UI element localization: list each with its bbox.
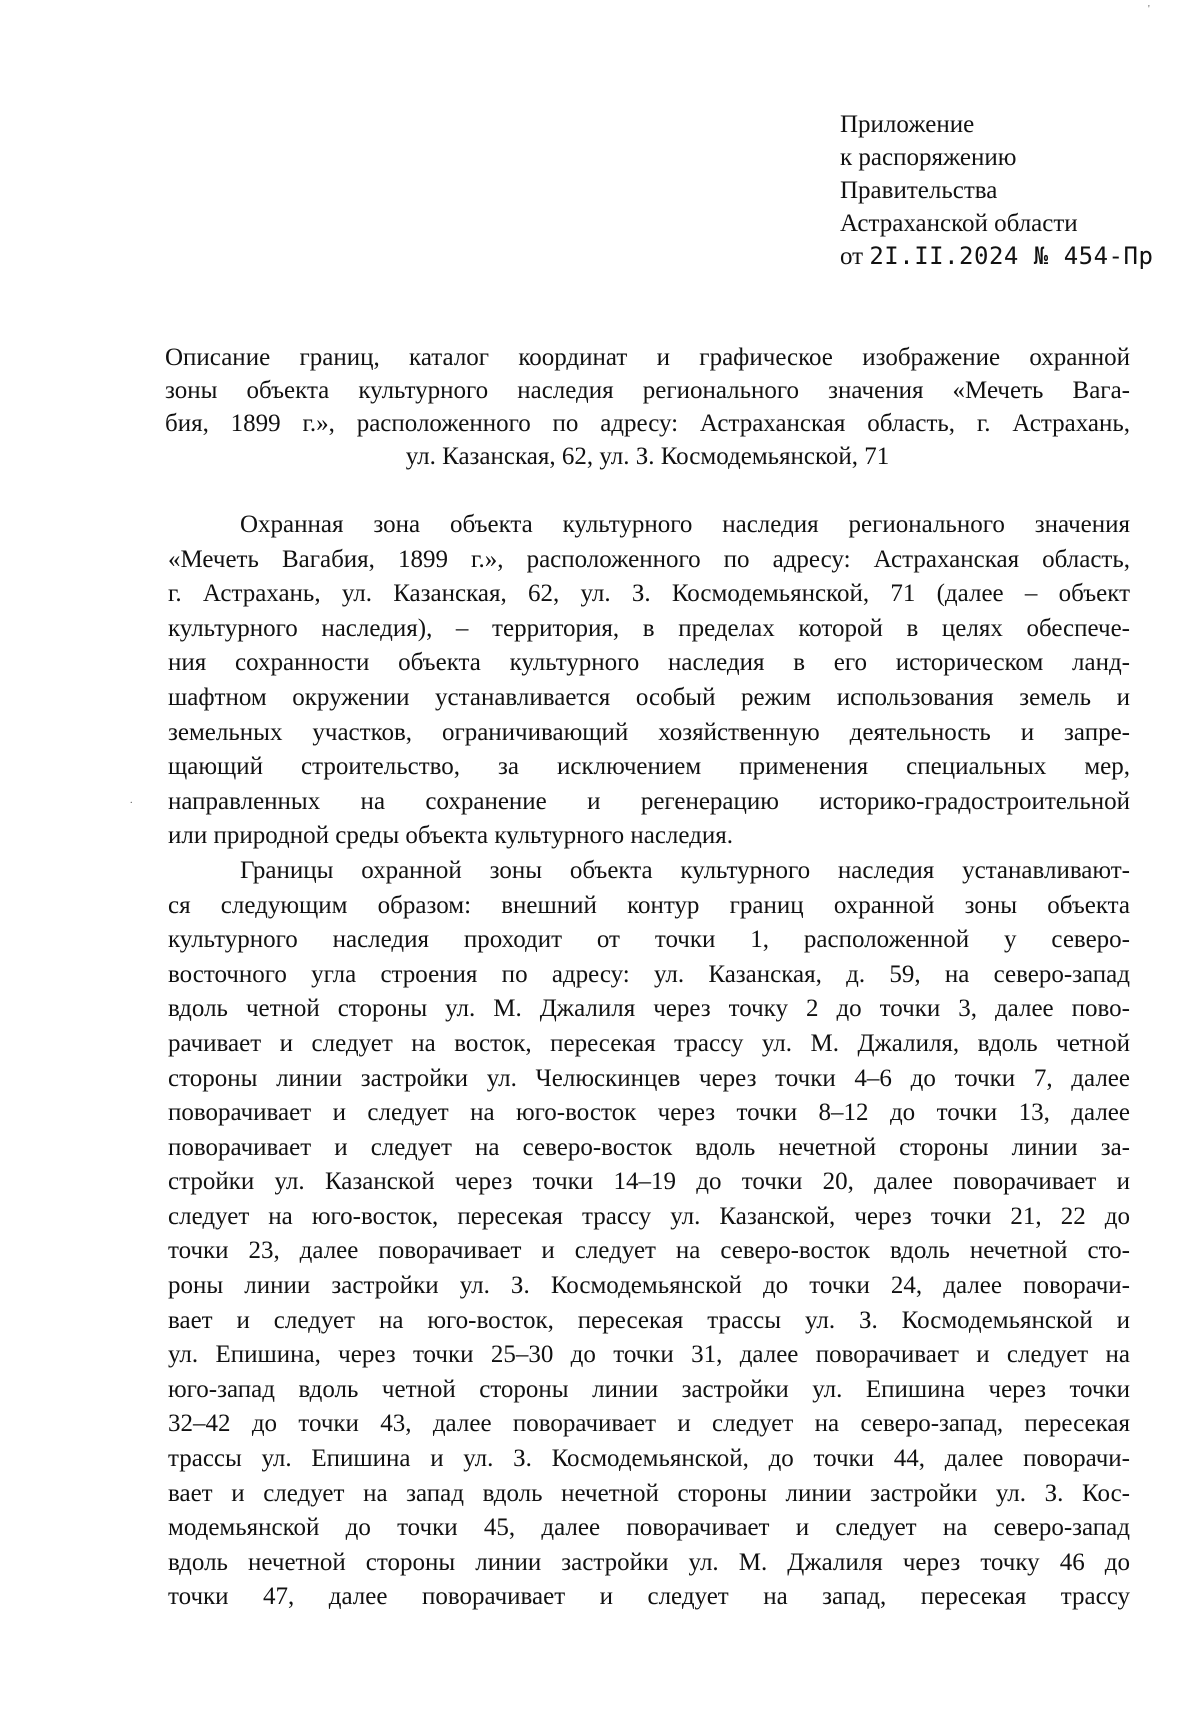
body-line: вает и следует на юго-восток, пересекая трассы ул. З. Космодемьянской и (168, 1306, 1130, 1334)
body-line: точки 23, далее поворачивает и следует на северо-восток вдоль нечетной сто- (168, 1237, 1130, 1265)
corner-tick-mark: ' (1148, 4, 1150, 15)
body-line: вает и следует на запад вдоль нечетной стороны линии застройки ул. З. Кос- (168, 1479, 1130, 1507)
body-line: вдоль четной стороны ул. М. Джалиля через точку 2 до точки 3, далее пово- (168, 995, 1130, 1023)
body-line: земельных участков, ограничивающий хозяйственную деятельность и запре- (168, 718, 1130, 746)
body-line: Охранная зона объекта культурного наследия регионального значения (240, 511, 1130, 538)
body-line: ул. Епишина, через точки 25–30 до точки 31, далее поворачивает и следует на (168, 1341, 1130, 1369)
margin-dot-mark: . (130, 795, 133, 806)
appendix-date-prefix: от (840, 243, 864, 270)
paragraph-description (168, 508, 1130, 854)
body-line: г. Астрахань, ул. Казанская, 62, ул. З. Космодемьянской, 71 (далее – объект (168, 580, 1130, 608)
appendix-line: к распоряжению (840, 144, 1017, 171)
body-line: роны линии застройки ул. З. Космодемьянской до точки 24, далее поворачи- (168, 1272, 1130, 1300)
body-line: Границы охранной зоны объекта культурного наследия устанавливают- (240, 856, 1130, 884)
body-line: стройки ул. Казанской через точки 14–19 до точки 20, далее поворачивает и (168, 1168, 1130, 1196)
body-line: юго-запад вдоль четной стороны линии застройки ул. Епишина через точки (168, 1375, 1130, 1403)
body-line: «Мечеть Вагабия, 1899 г.», расположенного по адресу: Астраханская область, (168, 545, 1130, 573)
body-line: модемьянской до точки 45, далее поворачивает и следует на северо-запад (168, 1514, 1130, 1542)
title-line: зоны объекта культурного наследия регионального значения «Мечеть Вага- (165, 377, 1130, 404)
body-line: 32–42 до точки 43, далее поворачивает и следует на северо-запад, пересекая (168, 1410, 1130, 1438)
document-number-stamp: 2I.II.2024 № 454-Пр (869, 242, 1154, 270)
body-line: рачивает и следует на восток, пересекая трассу ул. М. Джалиля, вдоль четной (168, 1029, 1130, 1057)
appendix-date-line (840, 240, 1153, 273)
body-line: шафтном окружении устанавливается особый режим использования земель и (168, 683, 1130, 711)
title-line: бия, 1899 г.», расположенного по адресу: Астраханская область, г. Астрахань, (165, 410, 1130, 437)
body-line: поворачивает и следует на северо-восток вдоль нечетной стороны линии за- (168, 1133, 1130, 1161)
title-line: ул. Казанская, 62, ул. З. Космодемьянской, 71 (405, 443, 890, 470)
body-line: или природной среды объекта культурного наследия. (168, 822, 734, 850)
body-line: восточного угла строения по адресу: ул. Казанская, д. 59, на северо-запад (168, 960, 1130, 988)
body-line: направленных на сохранение и регенерацию историко-градостроительной (168, 787, 1130, 815)
body-line: следует на юго-восток, пересекая трассу ул. Казанской, через точки 21, 22 до (168, 1202, 1130, 1230)
body-line: культурного наследия), – территория, в пределах которой в целях обеспече- (168, 614, 1130, 642)
body-line: трассы ул. Епишина и ул. З. Космодемьянской, до точки 44, далее поворачи- (168, 1445, 1130, 1473)
body-line: поворачивает и следует на юго-восток через точки 8–12 до точки 13, далее (168, 1099, 1130, 1127)
paragraph-boundaries (168, 854, 1130, 1615)
appendix-line: Приложение (840, 111, 975, 138)
body-line: вдоль нечетной стороны линии застройки ул. М. Джалиля через точку 46 до (168, 1548, 1130, 1576)
title-line: Описание границ, каталог координат и графическое изображение охранной (165, 344, 1130, 371)
body-line: стороны линии застройки ул. Челюскинцев через точки 4–6 до точки 7, далее (168, 1064, 1130, 1092)
document-body (168, 508, 1130, 1615)
body-line: культурного наследия проходит от точки 1, расположенной у северо- (168, 926, 1130, 954)
body-line: ния сохранности объекта культурного наследия в его историческом ланд- (168, 649, 1130, 677)
appendix-header (840, 108, 1153, 273)
document-title (165, 341, 1130, 473)
body-line: щающий строительство, за исключением применения специальных мер, (168, 753, 1130, 781)
body-line: ся следующим образом: внешний контур границ охранной зоны объекта (168, 891, 1130, 919)
appendix-line: Правительства (840, 177, 998, 204)
appendix-line: Астраханской области (840, 210, 1078, 237)
body-line: точки 47, далее поворачивает и следует на запад, пересекая трассу (168, 1583, 1130, 1611)
